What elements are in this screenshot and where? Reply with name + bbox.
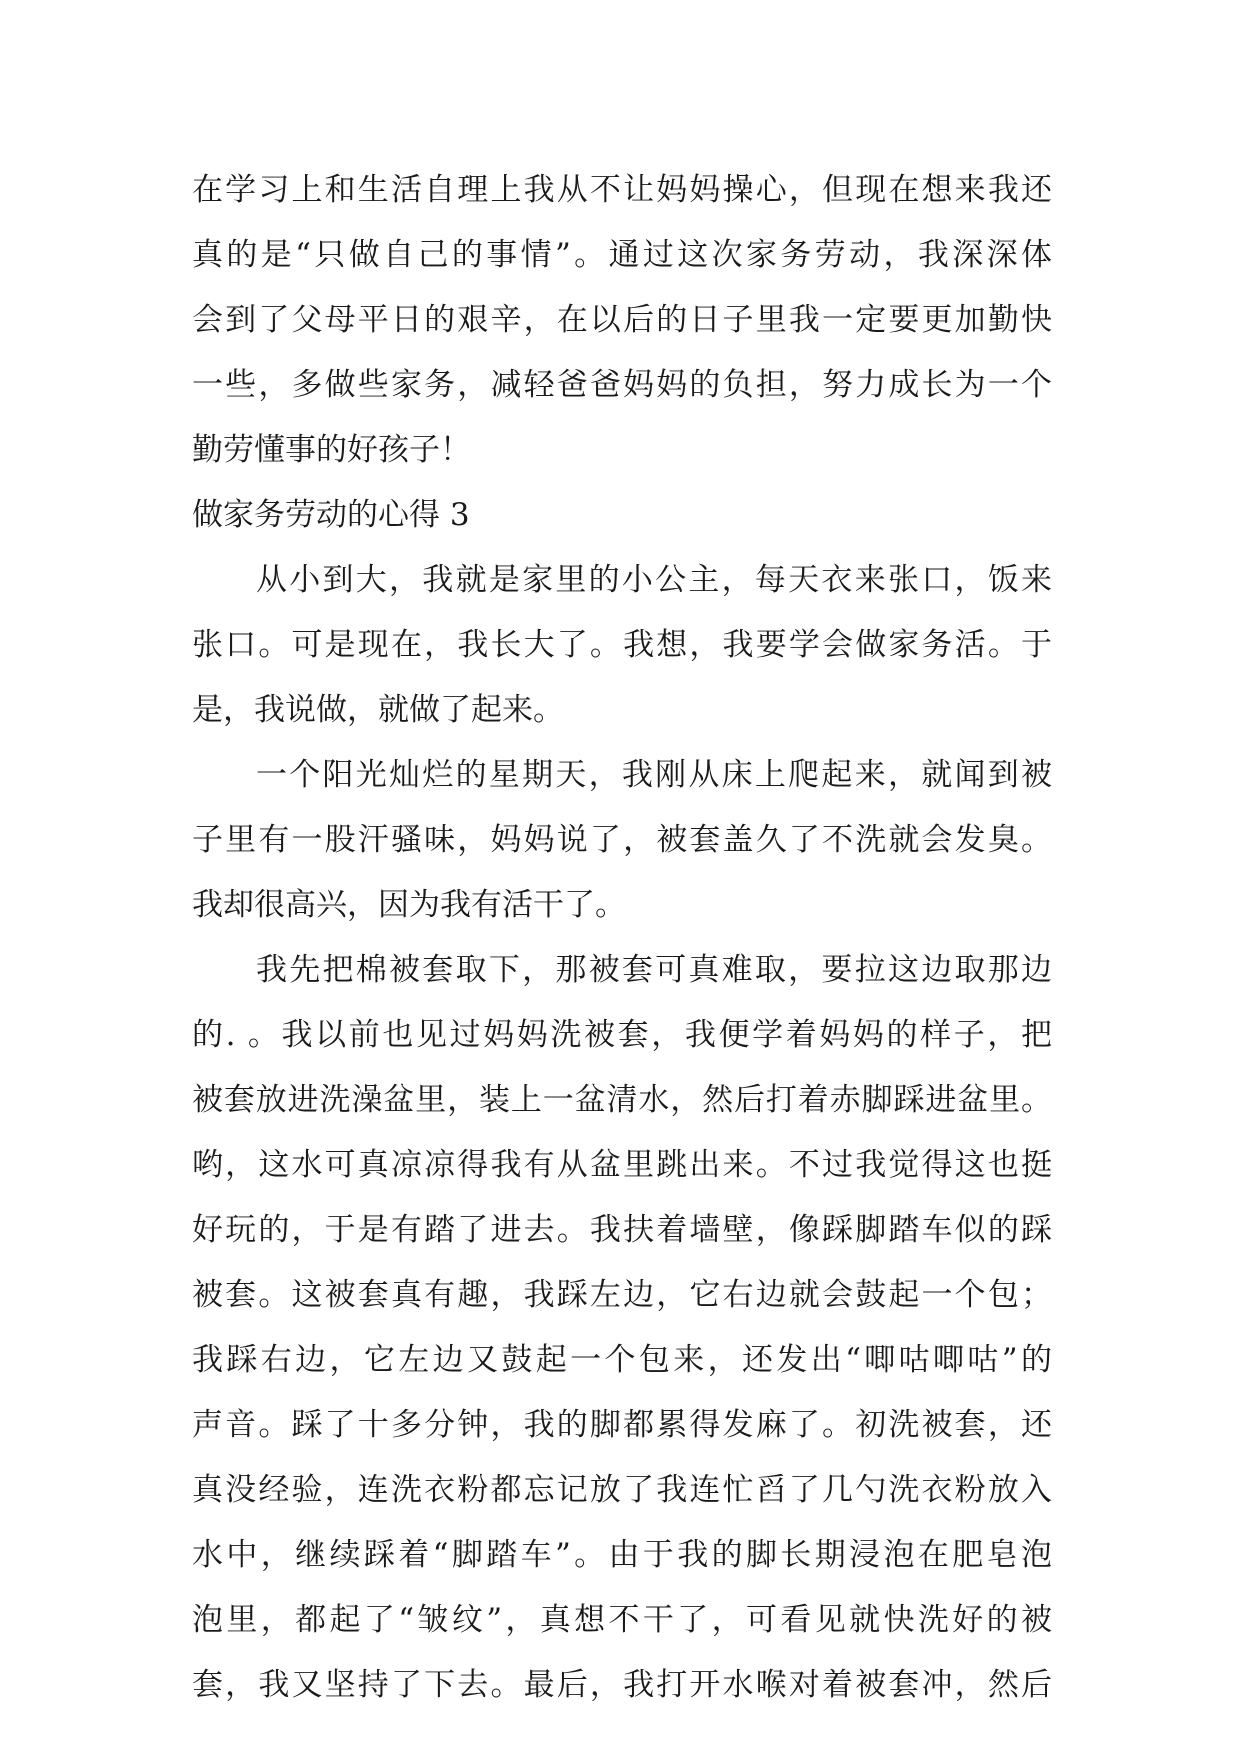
text-line: 真没经验，连洗衣粉都忘记放了我连忙舀了几勺洗衣粉放入 [192,1472,1052,1508]
text-line: 套，我又坚持了下去。最后，我打开水喉对着被套冲，然后 [192,1667,1052,1703]
text-line: 被套放进洗澡盆里，装上一盆清水，然后打着赤脚踩进盆里。 [192,1082,1052,1118]
text-line: 是，我说做，就做了起来。 [192,692,564,728]
text-line: 真的是“只做自己的事情”。通过这次家务劳动，我深深体 [192,237,1052,273]
text-line: 的. 。我以前也见过妈妈洗被套，我便学着妈妈的样子，把 [192,1017,1052,1053]
text-line: 泡里，都起了“皱纹”，真想不干了，可看见就快洗好的被 [192,1602,1052,1638]
text-line: 从小到大，我就是家里的小公主，每天衣来张口，饭来 [256,562,1052,598]
text-line: 哟，这水可真凉凉得我有从盆里跳出来。不过我觉得这也挺 [192,1147,1052,1183]
text-line: 在学习上和生活自理上我从不让妈妈操心，但现在想来我还 [192,172,1052,208]
text-line: 一个阳光灿烂的星期天，我刚从床上爬起来，就闻到被 [256,757,1052,793]
text-line: 张口。可是现在，我长大了。我想，我要学会做家务活。于 [192,627,1052,663]
paragraph-sunday [192,743,1052,938]
text-line: 子里有一股汗骚味，妈妈说了，被套盖久了不洗就会发臭。 [192,822,1052,858]
paragraph-washing [192,938,1052,1718]
text-line: 勤劳懂事的好孩子！ [192,432,471,468]
text-line: 我先把棉被套取下，那被套可真难取，要拉这边取那边 [256,952,1052,988]
document-body [192,158,1052,1718]
text-line: 被套。这被套真有趣，我踩左边，它右边就会鼓起一个包； [192,1277,1052,1313]
paragraph-conclusion [192,158,1052,483]
text-line: 水中，继续踩着“脚踏车”。由于我的脚长期浸泡在肥皂泡 [192,1537,1052,1573]
text-line: 声音。踩了十多分钟，我的脚都累得发麻了。初洗被套，还 [192,1407,1052,1443]
text-line: 好玩的，于是有踏了进去。我扶着墙壁，像踩脚踏车似的踩 [192,1212,1052,1248]
text-line: 会到了父母平日的艰辛，在以后的日子里我一定要更加勤快 [192,302,1052,338]
text-line: 一些，多做些家务，减轻爸爸妈妈的负担，努力成长为一个 [192,367,1052,403]
text-line: 我踩右边，它左边又鼓起一个包来，还发出“唧咕唧咕”的 [192,1342,1052,1378]
section-heading: 做家务劳动的心得 3 [192,497,470,533]
paragraph-intro [192,548,1052,743]
text-line: 我却很高兴，因为我有活干了。 [192,887,626,923]
